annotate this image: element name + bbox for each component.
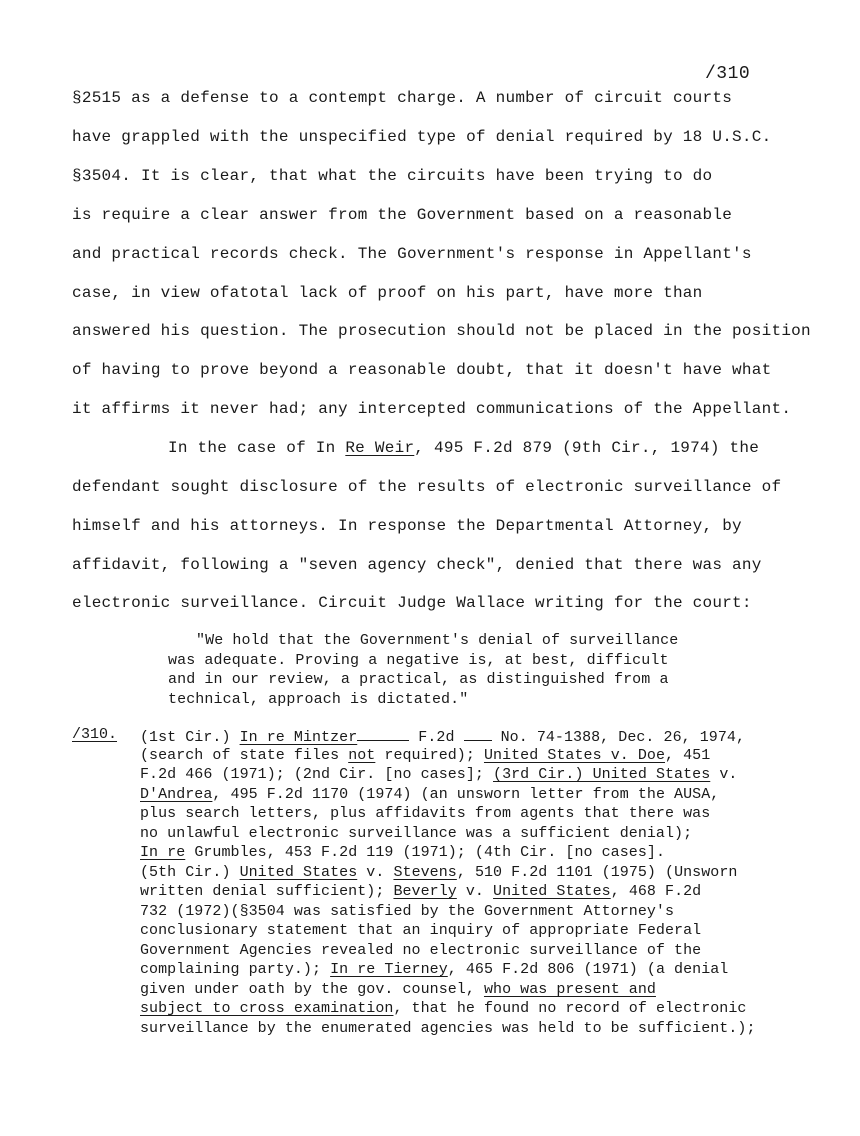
paragraph-opening-line (168, 438, 759, 458)
footnote-line (140, 746, 710, 765)
case-name: United States (493, 883, 611, 900)
case-name: Beverly (393, 883, 457, 900)
emphasis: subject to cross examination (140, 1000, 394, 1017)
emphasis: who was present and (483, 981, 656, 998)
footnote-line (140, 863, 737, 882)
page-number-text: /310 (705, 64, 751, 84)
text-run: (5th Cir.) (140, 864, 240, 881)
footnote-line: 732 (1972)(§3504 was satisfied by the Government Attorney's (140, 903, 675, 920)
body-line: affidavit, following a "seven agency check", denied that there was any (72, 556, 762, 574)
text-run: v. (357, 864, 394, 881)
footnote-line (140, 843, 665, 862)
blank-line (357, 726, 409, 741)
text-run: No. 74-1388, Dec. 26, 1974, (491, 729, 746, 746)
emphasis: not (348, 747, 376, 764)
text-run: v. (456, 883, 494, 900)
body-line: §3504. It is clear, that what the circuits have been trying to do (72, 167, 713, 185)
page-number (705, 64, 750, 84)
text-run: given under oath by the gov. counsel, (140, 981, 484, 998)
footnote-line (140, 785, 719, 804)
case-name: United States v. Doe (483, 747, 665, 764)
text-run: , that he found no record of electronic (393, 1000, 747, 1017)
blank-line (464, 726, 492, 741)
case-name: In re (140, 844, 186, 861)
body-line: answered his question. The prosecution should not be placed in the position (72, 322, 811, 340)
text-run: , 465 F.2d 806 (1971) (a denial (447, 961, 729, 978)
text-run: required); (375, 747, 484, 764)
footnote-line (140, 960, 728, 979)
body-line: is require a clear answer from the Government based on a reasonable (72, 206, 733, 224)
footnote-line (140, 999, 746, 1018)
body-line: §2515 as a defense to a contempt charge. A number of circuit courts (72, 89, 733, 107)
body-line: have grappled with the unspecified type of denial required by 18 U.S.C. (72, 128, 772, 146)
footnote-line: no unlawful electronic surveillance was a sufficient denial); (140, 825, 693, 842)
body-line: and practical records check. The Government's response in Appellant's (72, 245, 752, 263)
footnote-line: conclusionary statement that an inquiry of appropriate Federal (140, 922, 702, 939)
footnote-marker: /310. (72, 726, 118, 743)
footnote-line (140, 882, 701, 901)
footnote-line: surveillance by the enumerated agencies was held to be sufficient.); (140, 1020, 756, 1037)
case-name: In re Tierney (330, 961, 448, 978)
body-line: defendant sought disclosure of the results of electronic surveillance of (72, 478, 782, 496)
quote-line: was adequate. Proving a negative is, at best, difficult (168, 652, 669, 669)
case-name: Stevens (393, 864, 457, 881)
text-run: , 510 F.2d 1101 (1975) (Unsworn (456, 864, 738, 881)
case-name: Re Weir (345, 439, 415, 457)
body-line: himself and his attorneys. In response the Departmental Attorney, by (72, 517, 742, 535)
text-run: F.2d 466 (1971); (2nd Cir. [no cases]; (140, 766, 494, 783)
text-run: written denial sufficient); (140, 883, 394, 900)
footnote-line (140, 726, 745, 747)
case-name: (3rd Cir.) United States (493, 766, 711, 783)
text-run: (1st Cir.) (140, 729, 240, 746)
text-run: (search of state files (140, 747, 349, 764)
body-line: it affirms it never had; any intercepted communications of the Appellant. (72, 400, 792, 418)
body-line: of having to prove beyond a reasonable doubt, that it doesn't have what (72, 361, 772, 379)
text-run: Grumbles, 453 F.2d 119 (1971); (4th Cir. [no cases]. (185, 844, 665, 861)
quote-line: technical, approach is dictated." (168, 691, 469, 708)
text-run: , 495 F.2d 879 (9th Cir., 1974) the (414, 439, 760, 457)
case-name: D'Andrea (140, 786, 213, 803)
text-run: In the case of In (168, 439, 346, 457)
case-name: In re Mintzer (239, 729, 358, 746)
text-run: F.2d (409, 729, 464, 746)
footnote-line: Government Agencies revealed no electronic surveillance of the (140, 942, 702, 959)
quote-line: "We hold that the Government's denial of surveillance (196, 632, 679, 649)
footnote-line (140, 980, 656, 999)
quote-line: and in our review, a practical, as distinguished from a (168, 671, 669, 688)
footnote-line: plus search letters, plus affidavits from agents that there was (140, 805, 711, 822)
body-line: electronic surveillance. Circuit Judge Wallace writing for the court: (72, 594, 752, 612)
text-run: , 495 F.2d 1170 (1974) (an unsworn letter from the AUSA, (212, 786, 720, 803)
body-line: case, in view ofatotal lack of proof on his part, have more than (72, 284, 703, 302)
text-run: , 468 F.2d (610, 883, 702, 900)
case-name: United States (239, 864, 358, 881)
text-run: v. (710, 766, 738, 783)
text-run: complaining party.); (140, 961, 331, 978)
text-run: , 451 (665, 747, 711, 764)
footnote-line (140, 765, 737, 784)
